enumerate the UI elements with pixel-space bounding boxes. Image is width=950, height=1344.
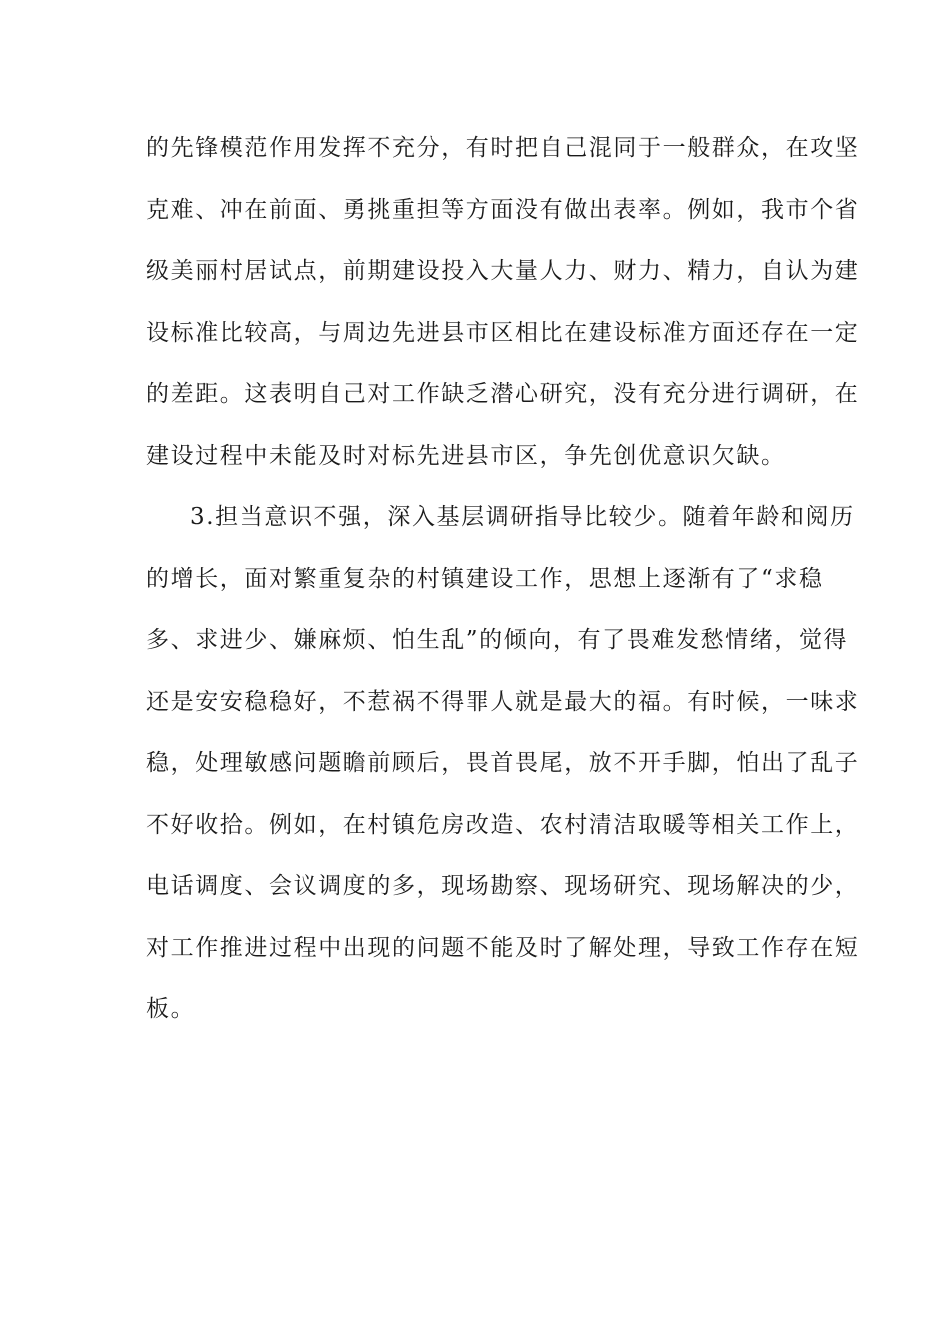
text-line: 建设过程中未能及时对标先进县市区，争先创优意识欠缺。 bbox=[146, 442, 786, 469]
section-heading-line: 3.担当意识不强，深入基层调研指导比较少。随着年龄和阅历 bbox=[190, 504, 855, 530]
text-line: 还是安安稳稳好，不惹祸不得罪人就是最大的福。有时候，一味求 bbox=[146, 688, 860, 715]
text-line: 电话调度、会议调度的多，现场勘察、现场研究、现场解决的少， bbox=[146, 873, 860, 899]
body-text bbox=[146, 126, 860, 1049]
text-line: 板。 bbox=[146, 996, 196, 1022]
text-line: 对工作推进过程中出现的问题不能及时了解处理，导致工作存在短 bbox=[146, 934, 860, 961]
text-line: 克难、冲在前面、勇挑重担等方面没有做出表率。例如，我市个省 bbox=[146, 196, 860, 223]
text-line: 的先锋模范作用发挥不充分，有时把自己混同于一般群众，在攻坚 bbox=[146, 135, 860, 161]
text-line: 的增长，面对繁重复杂的村镇建设工作，思想上逐渐有了“求稳 bbox=[146, 565, 824, 592]
text-line: 稳，处理敏感问题瞻前顾后，畏首畏尾，放不开手脚，怕出了乱子 bbox=[146, 750, 860, 776]
text-line: 不好收拾。例如，在村镇危房改造、农村清洁取暖等相关工作上， bbox=[146, 811, 860, 838]
text-line: 的差距。这表明自己对工作缺乏潜心研究，没有充分进行调研，在 bbox=[146, 381, 860, 407]
text-line: 设标准比较高，与周边先进县市区相比在建设标准方面还存在一定 bbox=[146, 319, 860, 346]
text-line: 多、求进少、嫌麻烦、怕生乱”的倾向，有了畏难发愁情绪，觉得 bbox=[146, 627, 849, 653]
text-line: 级美丽村居试点，前期建设投入大量人力、财力、精力，自认为建 bbox=[146, 258, 860, 284]
